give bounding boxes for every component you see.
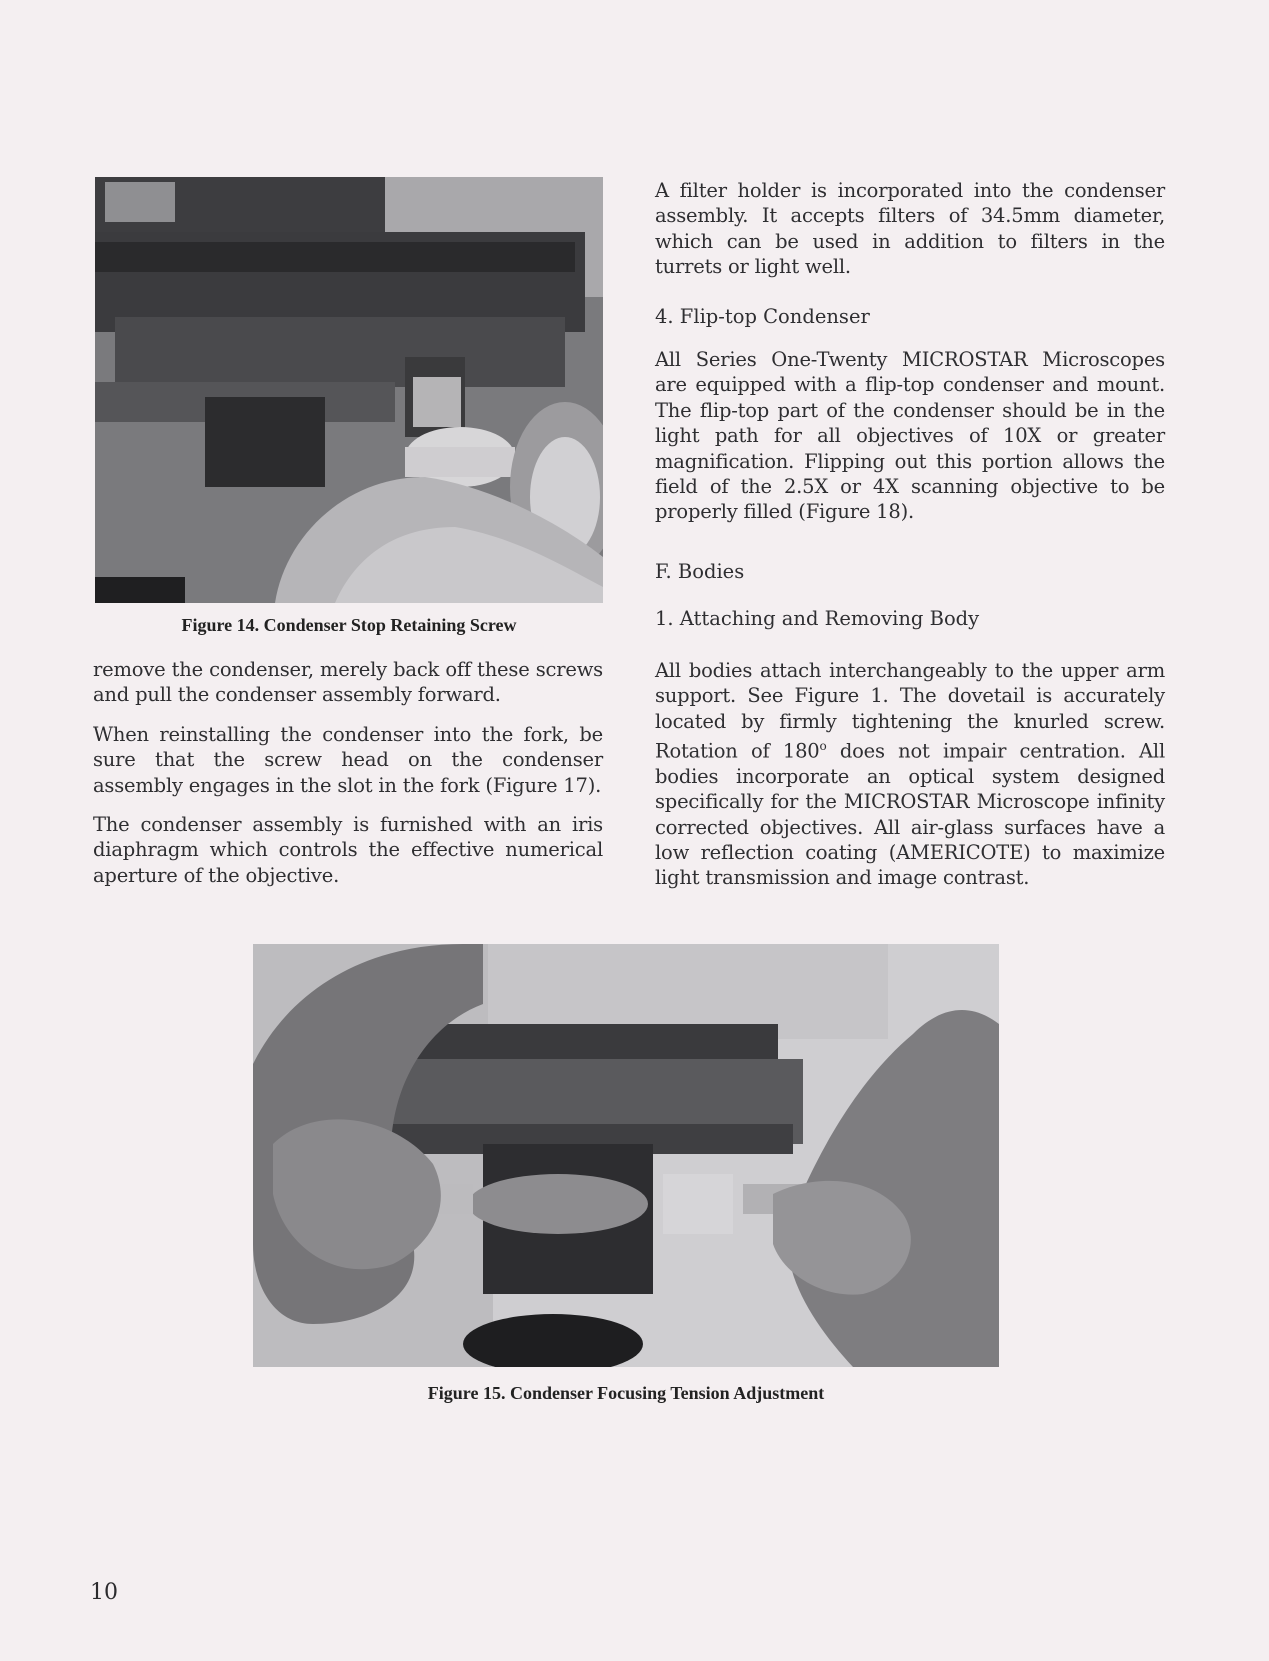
left-paragraph-2: When reinstalling the condenser into the fork, be sure that the screw head on the condenser assembly engages in the slot in the fork (Figure 17). [93,722,603,797]
right-column [655,178,1165,905]
heading-bodies: F. Bodies [655,559,745,583]
left-paragraph-3: The condenser assembly is furnished with an iris diaphragm which controls the effective numerical aperture of the objective. [93,813,603,887]
figure-15-caption: Figure 15. Condenser Focusing Tension Adjustment [427,1383,825,1403]
heading-flip-top-condenser: 4. Flip-top Condenser [655,304,870,328]
figure-14-photo [95,177,603,603]
right-paragraph-3: All bodies attach interchangeably to the upper arm support. See Figure 1. The dovetail is accurately located by firmly tightening the knurled screw. Rotation of 180$^o$ does not impair centration. All bodies incorporate an optical system designed specifically for the MICROSTAR Microscope infinity corrected objectives. All air-glass surfaces have a low reflection coating (AMERICOTE) to maximize light transmission and image contrast. [655,658,1165,890]
right-paragraph-1: A filter holder is incorporated into the condenser assembly. It accepts filters of 34.5mm diameter, which can be used in addition to filters in the turrets or light well. [655,179,1165,279]
figure-15-photo [253,944,999,1367]
degree-superscript: o [819,738,827,753]
heading-attaching-removing-body: 1. Attaching and Removing Body [655,607,980,631]
left-column [93,657,603,902]
left-paragraph-1: remove the condenser, merely back off these screws and pull the condenser assembly forward. [93,658,603,707]
right-paragraph-2: All Series One-Twenty MICROSTAR Microscopes are equipped with a flip-top condenser and mount. The flip-top part of the condenser should be in the light path for all objectives of 10X or greater magnification. Flipping out this portion allows the field of the 2.5X or 4X scanning objective to be properly filled (Figure 18). [655,348,1165,524]
page-number: 10 [90,1580,118,1605]
figure-14-caption: Figure 14. Condenser Stop Retaining Screw [181,615,517,635]
